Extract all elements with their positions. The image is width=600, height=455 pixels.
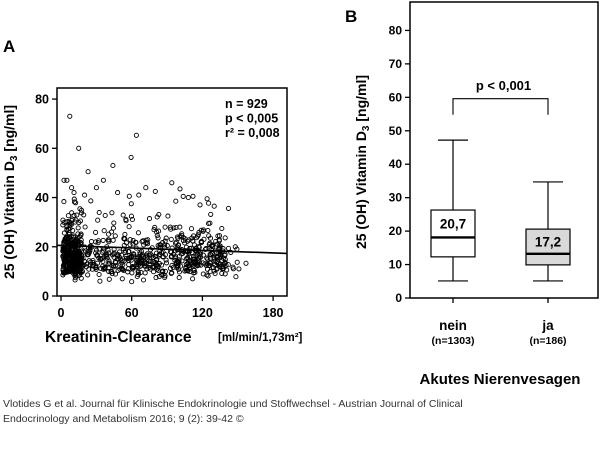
- scatter-point: [169, 237, 173, 241]
- scatter-point: [123, 232, 127, 236]
- scatter-point: [143, 271, 147, 275]
- scatter-point: [62, 231, 66, 235]
- group-label: nein: [439, 318, 467, 333]
- scatter-point: [198, 203, 202, 207]
- scatter-point: [68, 114, 72, 118]
- scatter-point: [72, 191, 76, 195]
- citation: [3, 397, 563, 427]
- scatter-point: [144, 186, 148, 190]
- scatter-point: [111, 163, 115, 167]
- scatter-point: [127, 194, 131, 198]
- scatter-point: [107, 277, 111, 281]
- x-tick-label: 180: [262, 306, 284, 320]
- group-label: ja: [542, 318, 554, 333]
- citation-line2: Endocrinology and Metabolism 2016; 9 (2): 39-42 ©: [3, 413, 244, 425]
- scatter-point: [129, 155, 133, 159]
- scatter-point: [127, 225, 131, 229]
- x-tick-label: 60: [124, 306, 139, 320]
- box-value-label: 17,2: [534, 234, 562, 250]
- scatter-points: [61, 114, 248, 284]
- significance-bracket: [453, 99, 548, 115]
- y-tick-label: 0: [395, 291, 402, 305]
- panel-a-label: A: [3, 37, 16, 56]
- scatter-point: [65, 178, 69, 182]
- scatter-point: [177, 276, 181, 280]
- scatter-point: [136, 231, 140, 235]
- panel-a-x-axis: [58, 296, 284, 320]
- scatter-point: [209, 212, 213, 216]
- scatter-point: [186, 195, 190, 199]
- panel-b-label: B: [345, 7, 358, 26]
- scatter-point: [97, 272, 101, 276]
- scatter-point: [206, 228, 210, 232]
- group-n-label: (n=1303): [431, 335, 475, 347]
- scatter-point: [170, 181, 174, 185]
- x-tick-label: 0: [57, 306, 65, 320]
- scatter-point: [109, 230, 113, 234]
- citation-line1: Vlotides G et al. Journal für Klinische Endokrinologie und Stoffwechsel - Austrian Journal of Clinical: [3, 398, 463, 410]
- scatter-point: [163, 269, 167, 273]
- scatter-point: [74, 201, 78, 205]
- scatter-point: [174, 199, 178, 203]
- scatter-point: [220, 226, 224, 230]
- scatter-point: [207, 201, 211, 205]
- y-tick-label: 20: [388, 224, 402, 239]
- scatter-point: [191, 277, 195, 281]
- annotation-line: p < 0,005: [225, 111, 279, 126]
- y-tick-label: 60: [35, 141, 49, 156]
- group-n-label: (n=186): [529, 335, 567, 347]
- scatter-point: [226, 206, 230, 210]
- scatter-point: [177, 270, 181, 274]
- scatter-point: [212, 204, 216, 208]
- scatter-point: [244, 261, 248, 265]
- scatter-point: [101, 238, 105, 242]
- y-tick-label: 80: [388, 23, 402, 38]
- scatter-point: [72, 214, 76, 218]
- scatter-point: [153, 189, 157, 193]
- panel-b-y-axis-title: 25 (OH) Vitamin $D_3$ [ng/ml]: [353, 74, 372, 250]
- boxplot-group-ja: [526, 182, 570, 347]
- panel-a-y-axis: [35, 93, 57, 304]
- scatter-point: [120, 277, 124, 281]
- scatter-point: [62, 200, 66, 204]
- scatter-point: [166, 214, 170, 218]
- scatter-point: [89, 199, 93, 203]
- y-tick-label: 40: [35, 191, 49, 206]
- scatter-point: [116, 191, 120, 195]
- scatter-point: [76, 226, 80, 230]
- scatter-point: [189, 227, 193, 231]
- y-tick-label: 80: [35, 92, 49, 107]
- scatter-point: [128, 243, 132, 247]
- scatter-point: [70, 186, 74, 190]
- scatter-point: [77, 146, 81, 150]
- scatter-point: [178, 187, 182, 191]
- scatter-point: [226, 246, 230, 250]
- scatter-point: [129, 202, 133, 206]
- scatter-point: [164, 261, 168, 265]
- scatter-point: [235, 260, 239, 264]
- scatter-point: [147, 217, 151, 221]
- panel-a-x-axis-units: [ml/min/1,73m²]: [218, 332, 303, 344]
- scatter-point: [86, 273, 90, 277]
- scatter-point: [237, 267, 241, 271]
- scatter-point: [134, 133, 138, 137]
- scatter-point: [141, 278, 145, 282]
- significance-label: p < 0,001: [475, 78, 532, 93]
- scatter-point: [191, 194, 195, 198]
- scatter-point: [101, 178, 105, 182]
- scatter-point: [83, 193, 87, 197]
- y-tick-label: 0: [42, 289, 49, 304]
- scatter-point: [121, 213, 125, 217]
- scatter-point: [110, 211, 114, 215]
- panel-a-x-axis-title: Kreatinin-Clearance: [45, 329, 192, 346]
- scatter-point: [130, 271, 134, 275]
- scatter-point: [130, 280, 134, 284]
- y-tick-label: 20: [35, 240, 49, 255]
- scatter-point: [181, 194, 185, 198]
- panel-a: [1, 37, 303, 346]
- scatter-point: [97, 210, 101, 214]
- y-tick-label: 10: [388, 257, 402, 272]
- scatter-point: [223, 236, 227, 240]
- scatter-point: [113, 234, 117, 238]
- scatter-point: [94, 230, 98, 234]
- scatter-point: [83, 225, 87, 229]
- annotation-line: r² = 0,008: [225, 126, 280, 140]
- annotation-line: n = 929: [225, 97, 268, 111]
- scatter-point: [102, 229, 106, 233]
- panel-b-x-axis-title: Akutes Nierenvesagen: [419, 371, 581, 388]
- panel-a-annotation: [225, 97, 280, 140]
- panel-b-y-axis: [389, 23, 410, 305]
- scatter-point: [112, 221, 116, 225]
- scatter-point: [86, 170, 90, 174]
- scatter-point: [111, 238, 115, 242]
- scatter-point: [137, 193, 141, 197]
- box-value-label: 20,7: [439, 216, 467, 232]
- y-tick-label: 40: [388, 157, 402, 172]
- scatter-point: [89, 239, 93, 243]
- scatter-point: [205, 197, 209, 201]
- scatter-point: [94, 186, 98, 190]
- scatter-point: [107, 232, 111, 236]
- scatter-point: [98, 279, 102, 283]
- y-tick-label: 50: [388, 123, 402, 138]
- scatter-point: [96, 218, 100, 222]
- boxplot-group-nein: [431, 140, 475, 347]
- y-tick-label: 30: [388, 190, 402, 205]
- scatter-point: [66, 214, 70, 218]
- y-tick-label: 70: [388, 56, 402, 71]
- scatter-point: [163, 225, 167, 229]
- panel-b: [345, 2, 598, 388]
- x-tick-label: 120: [191, 306, 213, 320]
- y-tick-label: 60: [388, 90, 402, 105]
- panel-a-y-axis-title: 25 (OH) Vitamin $D_3$ [ng/ml]: [1, 104, 20, 280]
- scatter-point: [234, 275, 238, 279]
- scatter-point: [103, 213, 107, 217]
